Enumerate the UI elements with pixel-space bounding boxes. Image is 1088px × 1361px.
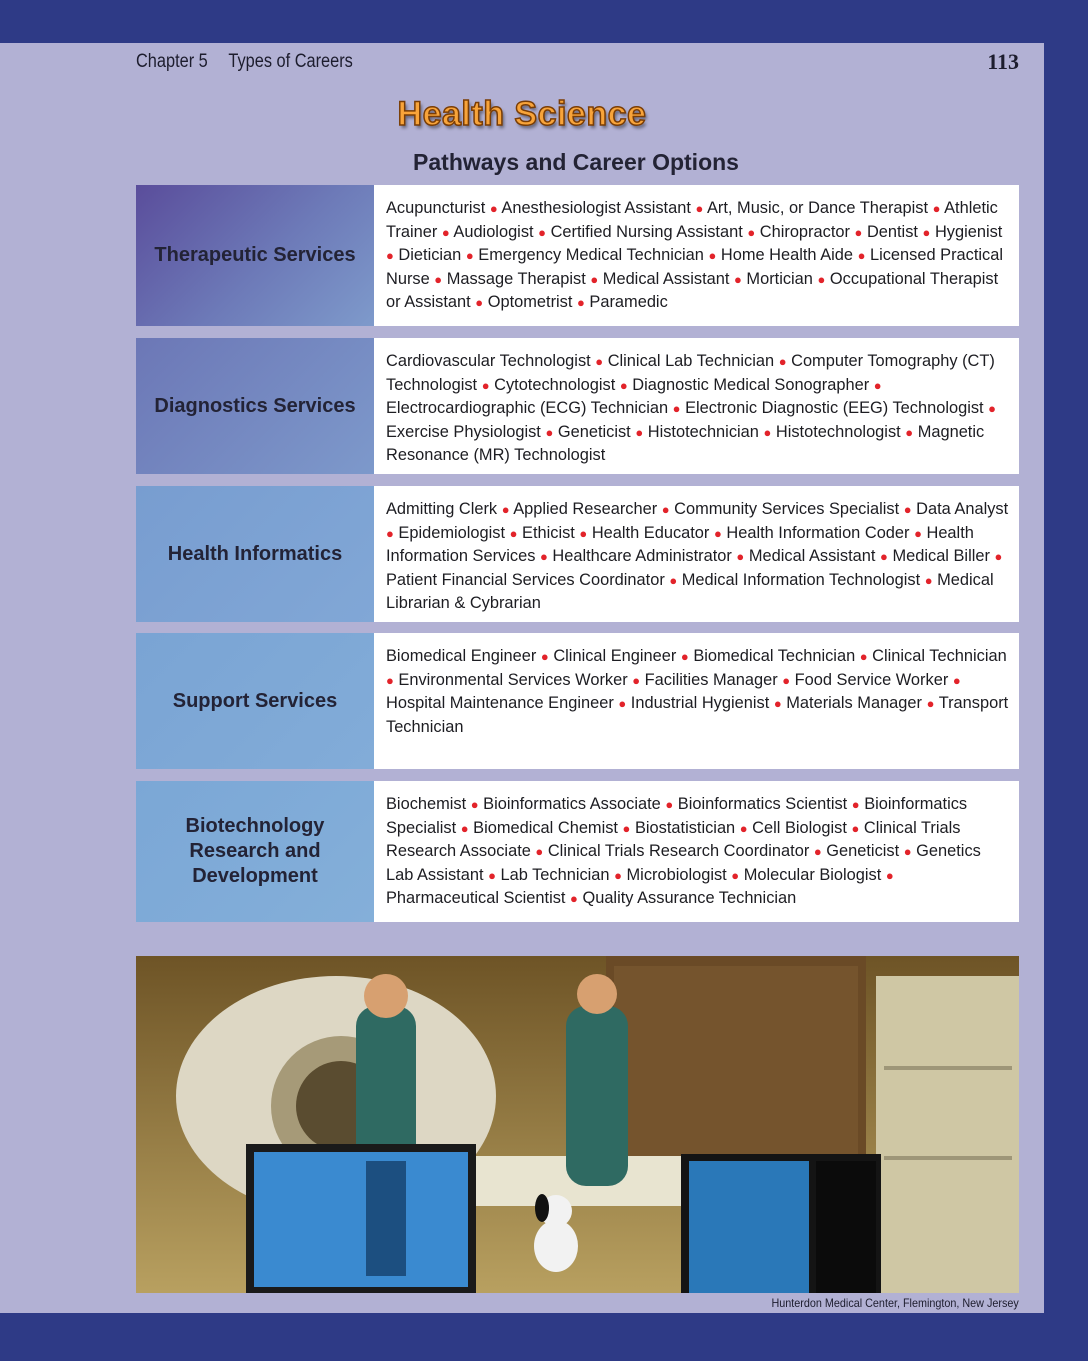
career-item: Clinical Technician	[872, 647, 1007, 665]
career-item: Medical Assistant	[602, 269, 730, 288]
bullet-separator: ●	[386, 672, 394, 688]
career-item: Acupuncturist	[386, 199, 486, 217]
career-item: Health Information Services	[386, 523, 974, 566]
bullet-separator: ●	[661, 502, 670, 517]
photo-illustration	[136, 956, 1019, 1293]
bullet-separator: ●	[782, 672, 791, 688]
career-list	[386, 197, 1009, 315]
page-title: Health Science	[397, 95, 647, 133]
career-item: Molecular Biologist	[743, 865, 882, 884]
career-item: Cardiovascular Technologist	[386, 352, 591, 370]
career-list	[386, 350, 1009, 467]
career-item: Exercise Physiologist	[386, 422, 541, 441]
bullet-separator: ●	[813, 844, 822, 860]
bullet-separator: ●	[857, 248, 866, 264]
career-list	[386, 793, 1009, 911]
bullet-separator: ●	[481, 377, 490, 393]
bullet-separator: ●	[924, 572, 933, 588]
bullet-separator: ●	[509, 525, 518, 541]
bullet-separator: ●	[579, 525, 588, 541]
career-item: Lab Technician	[500, 865, 610, 884]
chapter-title: Types of Careers	[228, 51, 353, 72]
career-item: Clinical Trials Research Coordinator	[547, 842, 810, 861]
pathway-biotechnology-research	[136, 781, 1019, 922]
career-item: Facilities Manager	[644, 670, 778, 689]
career-item: Anesthesiologist Assistant	[501, 199, 691, 217]
career-item: Emergency Medical Technician	[478, 246, 704, 265]
career-item: Medical Librarian & Cybrarian	[386, 570, 994, 613]
bullet-separator: ●	[618, 696, 627, 712]
bullet-separator: ●	[817, 271, 826, 287]
bullet-separator: ●	[713, 525, 722, 541]
bullet-separator: ●	[773, 696, 782, 712]
page-number: 113	[987, 49, 1019, 74]
career-item: Admitting Clerk	[386, 500, 498, 518]
pathway-therapeutic-services	[136, 185, 1019, 326]
career-item: Diagnostic Medical Sonographer	[632, 375, 870, 394]
bullet-separator: ●	[470, 797, 479, 812]
bullet-separator: ●	[614, 867, 622, 883]
bullet-separator: ●	[851, 797, 860, 812]
career-item: Massage Therapist	[446, 269, 586, 288]
bullet-separator: ●	[903, 502, 912, 517]
career-item: Electronic Diagnostic (EEG) Technologist	[685, 399, 984, 418]
bullet-separator: ●	[465, 248, 474, 264]
career-item: Geneticist	[826, 842, 900, 861]
chapter-label	[136, 51, 353, 73]
career-item: Clinical Engineer	[553, 647, 677, 665]
career-item: Bioinformatics Scientist	[677, 795, 848, 813]
bullet-separator: ●	[680, 649, 689, 664]
career-item: Licensed Practical Nurse	[386, 246, 1003, 288]
career-item: Chiropractor	[759, 222, 850, 241]
bullet-separator: ●	[731, 867, 740, 883]
bullet-separator: ●	[535, 844, 544, 860]
career-list	[386, 498, 1009, 615]
career-item: Community Services Specialist	[674, 500, 900, 518]
career-item: Clinical Lab Technician	[607, 352, 775, 370]
bullet-separator: ●	[736, 549, 745, 565]
bullet-separator: ●	[386, 248, 394, 264]
career-item: Biostatistician	[634, 818, 736, 837]
career-item: Paramedic	[589, 293, 668, 312]
career-item: Histotechnologist	[775, 422, 901, 441]
bullet-separator: ●	[619, 377, 628, 393]
bullet-separator: ●	[739, 820, 748, 836]
bullet-separator: ●	[672, 401, 681, 417]
bullet-separator: ●	[778, 354, 787, 369]
photo-caption: Hunterdon Medical Center, Flemington, New Jersey	[771, 1296, 1019, 1310]
career-item: Certified Nursing Assistant	[550, 222, 743, 241]
pathway-support-services	[136, 633, 1019, 769]
bullet-separator: ●	[873, 377, 882, 393]
bullet-separator: ●	[988, 401, 997, 417]
bullet-separator: ●	[926, 696, 935, 712]
bullet-separator: ●	[708, 248, 717, 264]
career-item: Histotechnician	[647, 422, 759, 441]
running-header	[136, 51, 1019, 75]
career-item: Microbiologist	[626, 865, 727, 884]
bullet-separator: ●	[665, 797, 674, 812]
career-item: Medical Assistant	[748, 547, 876, 566]
career-item: Transport Technician	[386, 694, 1009, 736]
bullet-separator: ●	[669, 572, 678, 588]
bullet-separator: ●	[854, 224, 863, 240]
ct-scanner-photo	[136, 956, 1019, 1293]
career-item: Cell Biologist	[752, 818, 847, 837]
career-item: Dentist	[866, 222, 918, 241]
bullet-separator: ●	[905, 424, 914, 440]
career-item: Biochemist	[386, 795, 467, 813]
bullet-separator: ●	[914, 525, 922, 541]
career-item: Dietician	[398, 246, 462, 265]
pathway-diagnostics-services	[136, 338, 1019, 474]
career-item: Health Information Coder	[726, 523, 910, 542]
career-item: Occupational Therapist or Assistant	[386, 269, 999, 312]
career-item: Medical Biller	[892, 547, 990, 566]
career-item: Pharmaceutical Scientist	[386, 889, 566, 908]
career-item: Materials Manager	[786, 694, 922, 713]
career-item: Art, Music, or Dance Therapist	[706, 199, 929, 217]
pathway-label: Diagnostics Services	[136, 338, 374, 474]
career-item: Data Analyst	[916, 500, 1009, 518]
bullet-separator: ●	[952, 672, 961, 688]
bullet-separator: ●	[577, 295, 585, 311]
bullet-separator: ●	[635, 424, 644, 440]
bullet-separator: ●	[903, 844, 912, 860]
career-item: Health Educator	[591, 523, 710, 542]
bullet-separator: ●	[441, 224, 450, 240]
career-item: Medical Information Technologist	[681, 570, 921, 589]
bullet-separator: ●	[851, 820, 860, 836]
career-item: Clinical Trials Research Associate	[386, 818, 961, 861]
pathway-label: Support Services	[136, 633, 374, 769]
career-item: Healthcare Administrator	[552, 547, 732, 566]
bullet-separator: ●	[994, 549, 1003, 565]
bullet-separator: ●	[538, 224, 546, 240]
bullet-separator: ●	[475, 295, 484, 311]
career-item: Ethicist	[522, 523, 575, 542]
career-item: Bioinformatics Specialist	[386, 795, 968, 837]
career-item: Bioinformatics Associate	[483, 795, 661, 813]
career-item: Athletic Trainer	[386, 199, 998, 241]
bullet-separator: ●	[622, 820, 631, 836]
bullet-separator: ●	[460, 820, 469, 836]
bullet-separator: ●	[932, 201, 941, 216]
career-item: Applied Researcher	[513, 500, 658, 518]
career-item: Genetics Lab Assistant	[386, 842, 981, 884]
career-item: Patient Financial Services Coordinator	[386, 570, 665, 589]
bullet-separator: ●	[734, 271, 742, 287]
career-list	[386, 645, 1009, 738]
career-item: Industrial Hygienist	[630, 694, 770, 713]
bullet-separator: ●	[695, 201, 704, 216]
career-item: Food Service Worker	[794, 670, 949, 689]
bullet-separator: ●	[540, 649, 549, 664]
bullet-separator: ●	[747, 224, 756, 240]
career-item: Hygienist	[934, 222, 1003, 241]
career-item: Optometrist	[487, 293, 573, 312]
career-item: Biomedical Technician	[693, 647, 856, 665]
career-item: Environmental Services Worker	[398, 670, 628, 689]
bullet-separator: ●	[595, 354, 604, 369]
career-item: Biomedical Engineer	[386, 647, 537, 665]
career-item: Magnetic Resonance (MR) Technologist	[386, 422, 985, 465]
bullet-separator: ●	[885, 867, 894, 883]
bullet-separator: ●	[386, 525, 394, 541]
bullet-separator: ●	[489, 201, 498, 216]
bullet-separator: ●	[632, 672, 641, 688]
career-item: Epidemiologist	[398, 523, 506, 542]
bullet-separator: ●	[880, 549, 888, 565]
career-item: Hospital Maintenance Engineer	[386, 694, 614, 713]
bullet-separator: ●	[488, 867, 496, 883]
pathway-label: Health Informatics	[136, 486, 374, 622]
career-item: Computer Tomography (CT) Technologist	[386, 352, 995, 394]
career-item: Geneticist	[557, 422, 631, 441]
career-item: Mortician	[746, 269, 813, 288]
bullet-separator: ●	[763, 424, 772, 440]
career-item: Electrocardiographic (ECG) Technician	[386, 399, 669, 418]
bullet-separator: ●	[859, 649, 868, 664]
pathway-health-informatics	[136, 486, 1019, 622]
bullet-separator: ●	[590, 271, 599, 287]
bullet-separator: ●	[501, 502, 510, 517]
page-subtitle: Pathways and Career Options	[413, 149, 739, 175]
career-item: Biomedical Chemist	[473, 818, 618, 837]
career-item: Cytotechnologist	[494, 375, 616, 394]
chapter-number: Chapter 5	[136, 51, 208, 72]
pathway-label: Therapeutic Services	[136, 185, 374, 326]
bullet-separator: ●	[570, 891, 578, 907]
career-item: Audiologist	[453, 222, 534, 241]
career-item: Quality Assurance Technician	[582, 889, 797, 908]
bullet-separator: ●	[539, 549, 548, 565]
career-item: Home Health Aide	[720, 246, 853, 265]
pathway-label: Biotechnology Research and Development	[136, 781, 374, 922]
page	[0, 43, 1044, 1313]
bullet-separator: ●	[434, 271, 443, 287]
bullet-separator: ●	[922, 224, 931, 240]
bullet-separator: ●	[545, 424, 554, 440]
